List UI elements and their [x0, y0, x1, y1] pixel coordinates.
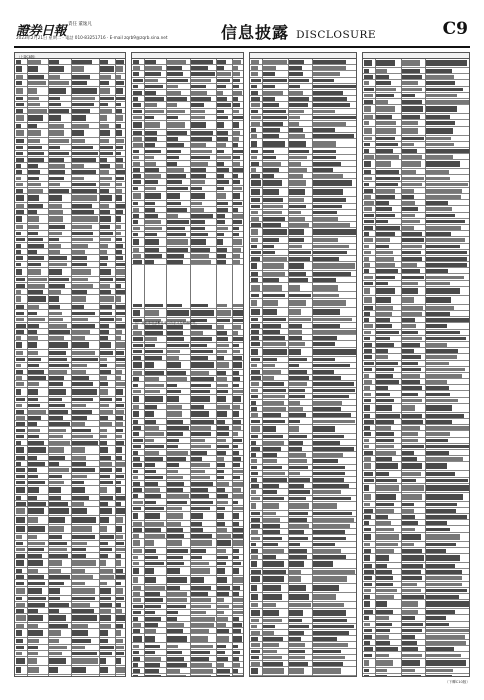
table-row — [132, 121, 243, 130]
table-row — [250, 667, 356, 676]
table-row — [15, 446, 125, 455]
table-row — [363, 600, 469, 609]
table-row — [250, 560, 356, 569]
table-row — [363, 287, 469, 296]
table-row — [250, 502, 356, 511]
table-row — [15, 388, 125, 397]
table-row — [363, 484, 469, 493]
table-row — [132, 238, 243, 247]
page-code: C9 — [442, 19, 468, 39]
table-row — [363, 554, 469, 563]
table-row — [363, 674, 469, 677]
table-row — [250, 308, 356, 317]
table-row — [250, 609, 356, 618]
column-b-note-text: 注：其他事項請參見本公告正文及相關附件。 — [135, 321, 199, 325]
section-title-cn: 信息披露 — [221, 23, 290, 42]
masthead — [14, 18, 470, 44]
column-a-header: （上接C8版） — [15, 53, 125, 59]
table-row — [132, 309, 243, 318]
table-row — [363, 659, 469, 668]
table-row — [132, 395, 243, 404]
table-row — [15, 194, 125, 203]
table-row — [363, 59, 469, 68]
dateline: 2023年2月21日 星期二 · 電話 010-83251716 · E-mail zqrb9@zqrb.sina.net — [16, 35, 168, 40]
table-row — [363, 493, 469, 502]
table-row — [363, 127, 469, 136]
table-row — [15, 129, 125, 138]
table-row — [132, 361, 243, 370]
table-d-rows — [363, 59, 469, 676]
table-row — [132, 539, 243, 548]
table-b-rows — [132, 59, 243, 676]
table-c-rows — [250, 59, 356, 676]
masthead-rule — [14, 46, 470, 48]
table-a-rows — [15, 59, 125, 676]
table-row — [15, 268, 125, 277]
table-row — [15, 507, 125, 516]
table-row — [250, 676, 356, 677]
table-row — [363, 160, 469, 169]
table-row — [250, 425, 356, 434]
table-row — [15, 587, 125, 596]
table-row — [15, 114, 125, 123]
table-row — [15, 559, 125, 568]
table-row — [15, 666, 125, 675]
table-row — [15, 65, 125, 74]
table-row — [132, 634, 243, 643]
table-row — [363, 296, 469, 305]
table-column-b — [131, 52, 244, 677]
table-row — [15, 341, 125, 350]
table-row — [132, 674, 243, 677]
table-row — [250, 593, 356, 602]
table-row — [250, 179, 356, 188]
table-row — [250, 299, 356, 308]
table-row — [132, 192, 243, 201]
table-row — [363, 533, 469, 542]
continued-footer: （下轉C10版） — [444, 680, 470, 684]
table-row — [15, 295, 125, 304]
section-title — [221, 20, 376, 43]
table-row — [15, 87, 125, 96]
table-row — [132, 576, 243, 585]
newspaper-logo: 證券日報 — [16, 24, 67, 39]
table-row — [363, 404, 469, 413]
table-column-c — [249, 52, 357, 677]
table-row — [15, 657, 125, 666]
table-row — [15, 525, 125, 534]
table-row — [15, 516, 125, 525]
table-row — [250, 262, 356, 271]
table-row — [15, 486, 125, 495]
table-row — [250, 575, 356, 584]
table-row — [15, 675, 125, 677]
table-row — [363, 462, 469, 471]
table-row — [250, 139, 356, 148]
table-row — [15, 614, 125, 623]
table-row — [132, 512, 243, 521]
editor-credit: 責任 董逸凡 — [68, 22, 92, 27]
table-row — [250, 348, 356, 357]
table-row — [250, 283, 356, 292]
table-row — [363, 105, 469, 114]
table-row — [15, 629, 125, 638]
table-column-a — [14, 52, 126, 677]
table-row — [250, 228, 356, 237]
table-row — [250, 188, 356, 197]
table-row — [250, 584, 356, 593]
table-column-d — [362, 52, 470, 677]
section-title-en: DISCLOSURE — [296, 29, 377, 41]
table-row — [132, 410, 243, 419]
table-row — [15, 215, 125, 224]
table-row — [132, 567, 243, 576]
column-b-note — [135, 321, 241, 326]
